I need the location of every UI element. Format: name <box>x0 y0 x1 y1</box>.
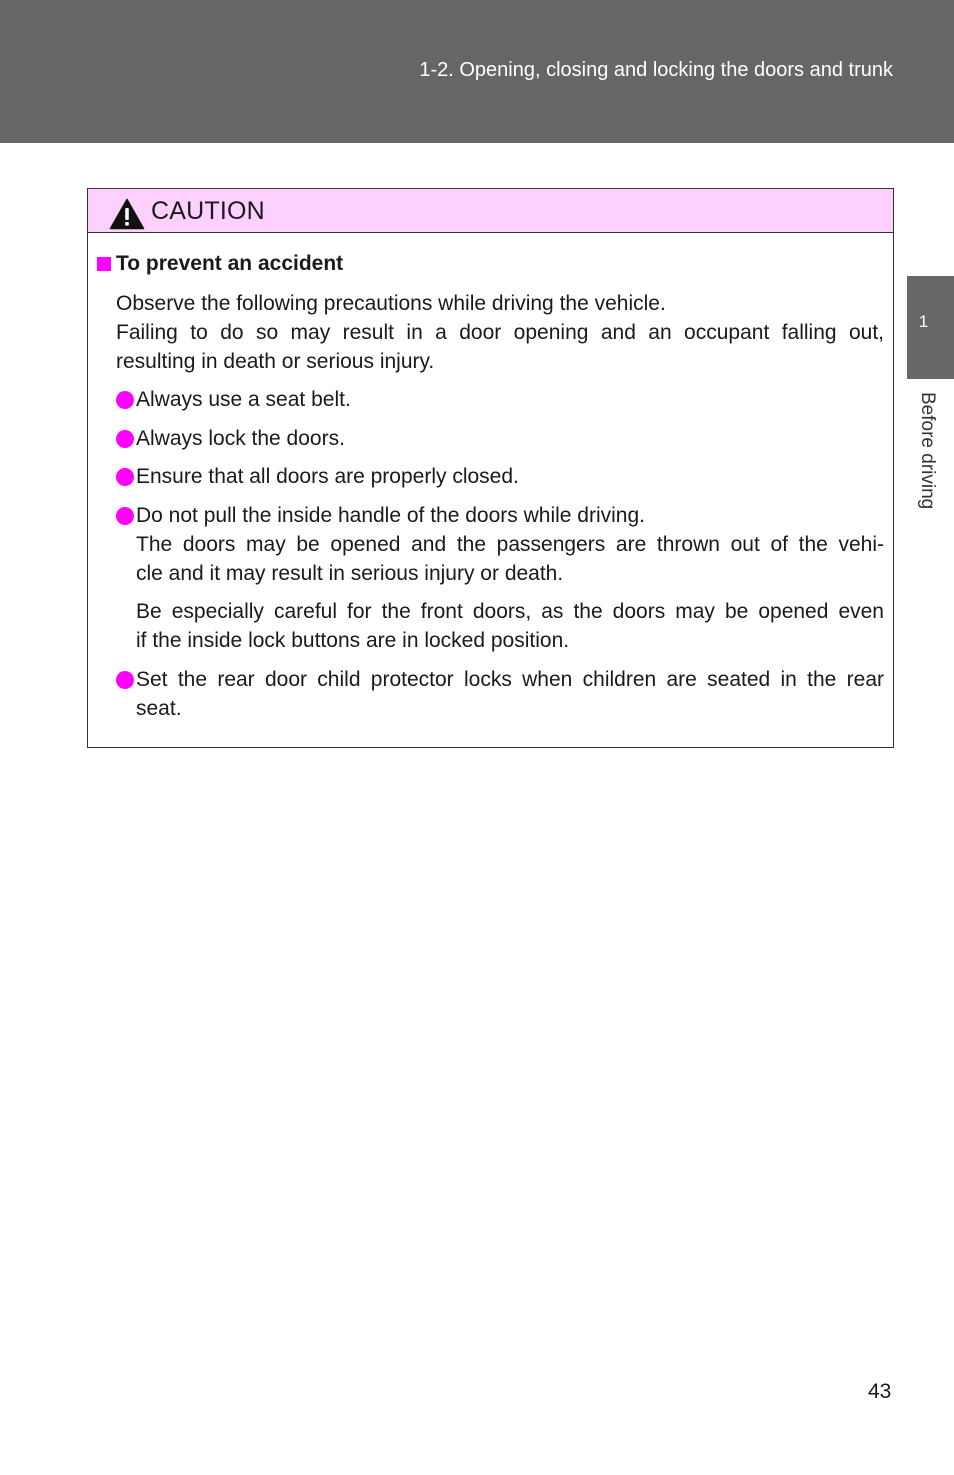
circle-bullet-icon <box>116 507 134 525</box>
chapter-label: Before driving <box>917 392 938 510</box>
square-bullet-icon <box>97 257 111 271</box>
page-header <box>0 0 954 143</box>
bullet-text: cle and it may result in serious injury or death. <box>136 562 564 585</box>
bullet-text: Do not pull the inside handle of the doors while driving. <box>136 504 645 527</box>
page-number: 43 <box>868 1380 892 1403</box>
circle-bullet-icon <box>116 468 134 486</box>
caution-heading: To prevent an accident <box>116 252 344 275</box>
caution-box <box>87 188 894 748</box>
warning-triangle-icon <box>109 198 145 230</box>
caution-header <box>88 189 893 233</box>
section-title: 1-2. Opening, closing and locking the doors and trunk <box>419 59 893 81</box>
circle-bullet-icon <box>116 671 134 689</box>
bullet-note <box>136 597 884 655</box>
list-item <box>116 501 884 588</box>
bullet-text: Set the rear door child protector locks when children are seated in the rear <box>136 668 884 691</box>
list-item <box>116 424 884 453</box>
intro-line: Observe the following precautions while driving the vehicle. <box>116 292 666 315</box>
intro-line: resulting in death or serious injury. <box>116 350 435 373</box>
bullet-text: The doors may be opened and the passengers are thrown out of the vehi- <box>136 533 884 556</box>
bullet-text: Always use a seat belt. <box>136 388 351 411</box>
list-item <box>116 665 884 723</box>
bullet-text: seat. <box>136 697 182 720</box>
bullet-text: Ensure that all doors are properly closed. <box>136 465 519 488</box>
note-line: if the inside lock buttons are in locked position. <box>136 629 570 652</box>
intro-line: Failing to do so may result in a door opening and an occupant falling out, <box>116 321 884 344</box>
chapter-tab <box>907 276 954 379</box>
circle-bullet-icon <box>116 430 134 448</box>
chapter-number: 1 <box>918 312 929 331</box>
bullet-text: Always lock the doors. <box>136 427 345 450</box>
list-item <box>116 385 884 414</box>
caution-title: CAUTION <box>151 197 265 225</box>
note-line: Be especially careful for the front doors, as the doors may be opened even <box>136 600 884 623</box>
circle-bullet-icon <box>116 391 134 409</box>
list-item <box>116 462 884 491</box>
intro-paragraph <box>116 289 884 376</box>
